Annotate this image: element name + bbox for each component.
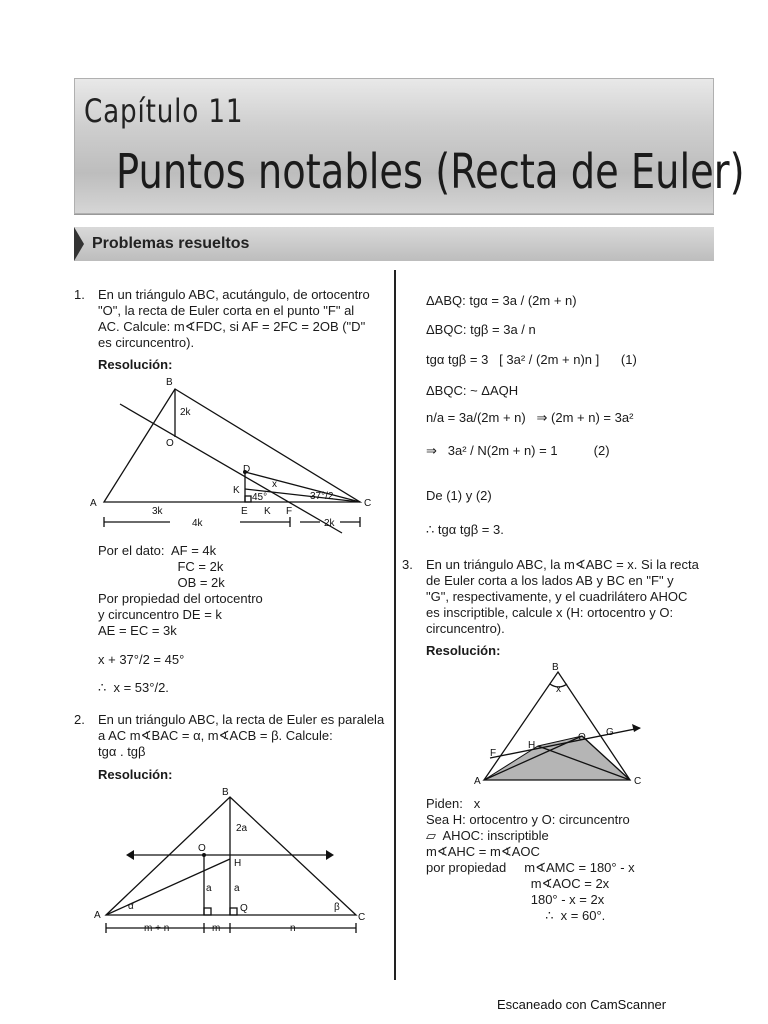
problem-1-line-1: En un triángulo ABC, acutángulo, de ortocentro <box>98 287 370 302</box>
section-arrow-icon <box>74 227 84 261</box>
fig1-label-3k: 3k <box>152 506 163 517</box>
fig3-label-h: H <box>528 740 536 751</box>
problem-1-solution-1: Por el dato: AF = 4k <box>98 543 217 558</box>
fig2-label-c: C <box>358 912 366 923</box>
problem-3-solution-1: Piden: x <box>426 796 481 811</box>
problem-1-resolution-label: Resolución: <box>98 357 173 372</box>
problem-3-line-5: circuncentro). <box>426 621 505 636</box>
problem-3-line-4: es inscriptible, calcule x (H: ortocentro y O: <box>426 605 674 620</box>
fig1-label-a: A <box>90 498 97 509</box>
fig2-label-h: H <box>234 858 242 869</box>
fig1-angle-37: 37°/2 <box>310 491 334 502</box>
fig2-label-a: A <box>94 910 101 921</box>
section-label: Problemas resueltos <box>92 235 250 252</box>
problem-3-line-1: En un triángulo ABC, la m∢ABC = x. Si la recta <box>426 557 699 572</box>
fig2-label-b: B <box>222 787 229 798</box>
problem-1-solution-6: AE = EC = 3k <box>98 623 177 638</box>
problem-2-solution-3: tgα tgβ = 3 [ 3a² / (2m + n)n ] (1) <box>426 352 637 367</box>
chapter-number: Capítulo 11 <box>84 92 244 130</box>
fig3-label-f: F <box>490 748 497 759</box>
problem-3-solution-6: m∢AOC = 2x <box>426 876 610 891</box>
fig1-label-c: C <box>364 498 372 509</box>
fig1-label-b: B <box>166 377 173 388</box>
problem-3-line-2: de Euler corta a los lados AB y BC en "F" y <box>426 573 674 588</box>
scanner-watermark: Escaneado con CamScanner <box>497 997 667 1012</box>
problem-1-number: 1. <box>74 287 85 302</box>
problem-3-solution-2: Sea H: ortocentro y O: circuncentro <box>426 812 630 827</box>
problem-2-solution-1: ΔABQ: tgα = 3a / (2m + n) <box>426 293 577 308</box>
fig1-label-e: E <box>241 506 248 517</box>
triangle-abc <box>104 389 360 502</box>
fig2-label-beta: β <box>334 902 340 913</box>
problem-2-resolution-label: Resolución: <box>98 767 173 782</box>
problem-3-number: 3. <box>402 557 413 572</box>
fig3-label-b: B <box>552 662 559 673</box>
problem-1-eq-1: x + 37°/2 = 45° <box>98 652 185 667</box>
fig2-label-a1: a <box>206 883 212 894</box>
problem-2-solution-4: ΔBQC: ~ ΔAQH <box>426 383 519 398</box>
problem-3-solution-5: por propiedad m∢AMC = 180° - x <box>426 860 635 875</box>
fig1-label-k: K <box>233 485 240 496</box>
fig1-label-x: x <box>272 479 277 490</box>
problem-2-solution-5: n/a = 3a/(2m + n) ⇒ (2m + n) = 3a² <box>426 410 634 425</box>
fig1-label-f: F <box>286 506 293 517</box>
fig3-label-a: A <box>474 776 481 787</box>
problem-3-solution-8: ∴ x = 60°. <box>426 908 606 923</box>
fig2-label-a2: a <box>234 883 240 894</box>
fig3-label-o: O <box>578 732 586 743</box>
section-header <box>74 227 714 261</box>
problem-1-figure <box>90 375 380 535</box>
problem-2-figure <box>94 787 374 937</box>
problem-2-line-3: tgα . tgβ <box>98 744 146 759</box>
triangle-abc-2 <box>106 797 356 915</box>
fig2-label-n: n <box>290 923 296 934</box>
problem-3-figure <box>470 660 660 790</box>
problem-2-solution-2: ΔBQC: tgβ = 3a / n <box>426 322 536 337</box>
chapter-title: Puntos notables (Recta de Euler) <box>116 144 745 200</box>
column-divider <box>394 270 396 980</box>
problem-3-solution-3: ▱ AHOC: inscriptible <box>426 828 549 843</box>
problem-3-solution-7: 180° - x = 2x <box>426 892 605 907</box>
fig3-label-x: x <box>556 684 561 695</box>
fig2-label-mn: m + n <box>144 923 170 934</box>
problem-2-solution-8: ∴ tgα tgβ = 3. <box>426 522 504 537</box>
problem-2-line-2: a AC m∢BAC = α, m∢ACB = β. Calcule: <box>98 728 333 743</box>
problem-1-solution-5: y circuncentro DE = k <box>98 607 222 622</box>
problem-2-line-1: En un triángulo ABC, la recta de Euler es paralela <box>98 712 385 727</box>
fig1-label-k2: K <box>264 506 271 517</box>
fig1-label-d: D <box>243 464 251 475</box>
problem-1-line-4: es circuncentro). <box>98 335 195 350</box>
fig1-label-4k: 4k <box>192 518 203 529</box>
quadrilateral-ahoc <box>484 736 630 780</box>
problem-1-line-3: AC. Calcule: m∢FDC, si AF = 2FC = 2OB ("D" <box>98 319 366 334</box>
fig2-label-q: Q <box>240 903 248 914</box>
fig3-label-c: C <box>634 776 642 787</box>
fig2-label-alpha: α <box>128 901 134 912</box>
problem-3-resolution-label: Resolución: <box>426 643 501 658</box>
problem-3-solution-4: m∢AHC = m∢AOC <box>426 844 540 859</box>
fig3-label-g: G <box>606 727 614 738</box>
fig1-label-2k-bottom: 2k <box>324 518 335 529</box>
problem-1-eq-2: ∴ x = 53°/2. <box>98 680 169 695</box>
fig1-label-2k: 2k <box>180 407 191 418</box>
chapter-banner <box>74 78 745 214</box>
problem-1-line-2: "O", la recta de Euler corta en el punto "F" al <box>98 303 355 318</box>
fig2-label-o: O <box>198 843 206 854</box>
problem-3-line-3: "G", respectivamente, y el cuadrilátero AHOC <box>426 589 688 604</box>
problem-1-solution-4: Por propiedad del ortocentro <box>98 591 263 606</box>
fig2-label-m: m <box>212 923 221 934</box>
fig2-label-2a: 2a <box>236 823 248 834</box>
problem-1-solution-2: FC = 2k <box>98 559 224 574</box>
problem-1-solution-3: OB = 2k <box>98 575 225 590</box>
problem-2-solution-7: De (1) y (2) <box>426 488 492 503</box>
problem-2-solution-6: ⇒ 3a² / N(2m + n) = 1 (2) <box>426 443 610 458</box>
fig1-angle-45: 45° <box>252 492 268 503</box>
problem-2-number: 2. <box>74 712 85 727</box>
fig1-label-o: O <box>166 438 174 449</box>
